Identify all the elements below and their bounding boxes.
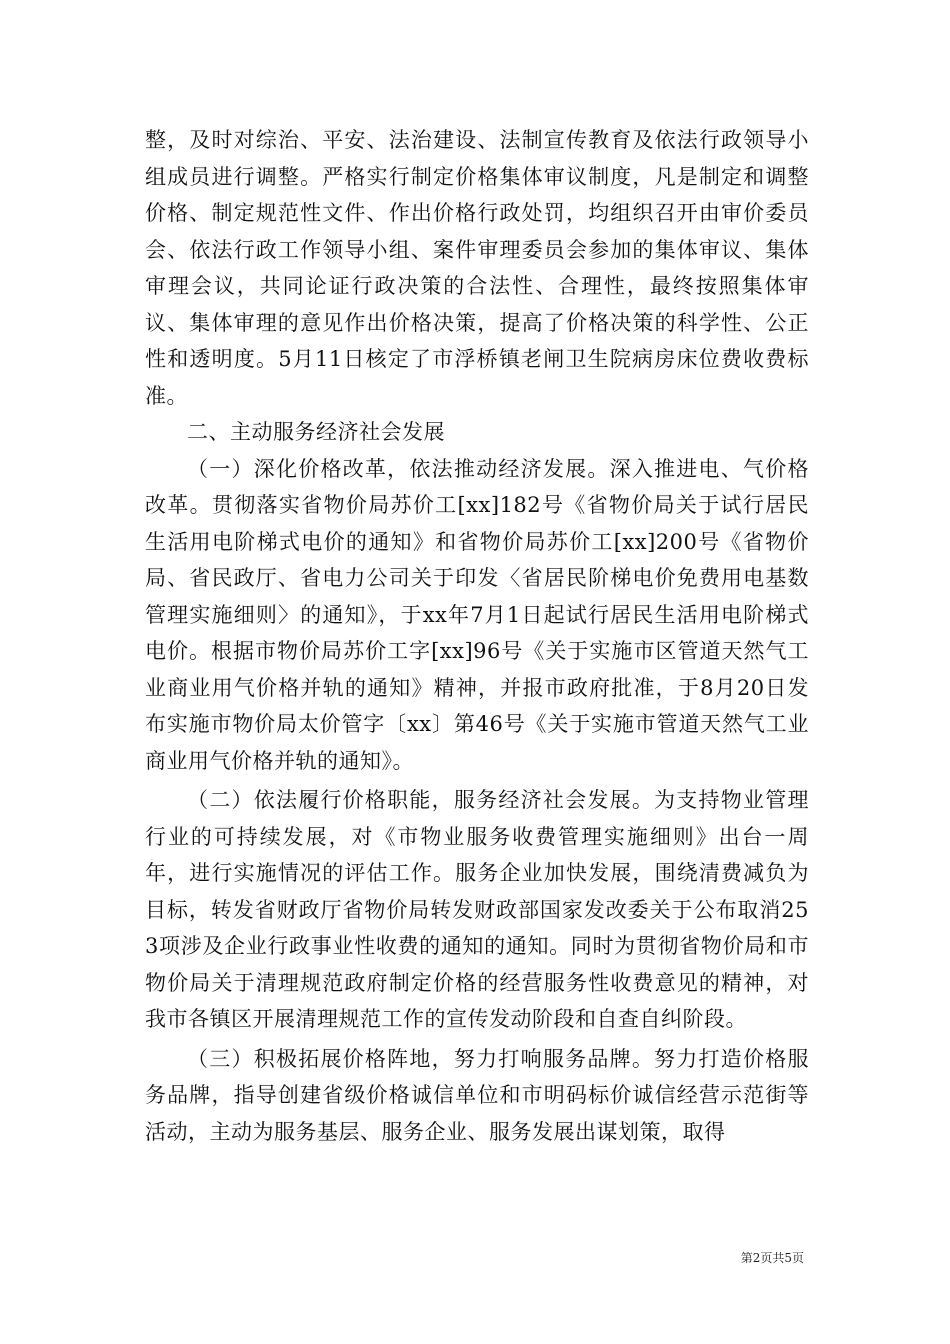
paragraph-2: （一）深化价格改革，依法推动经济发展。深入推进电、气价格改革。贯彻落实省物价局苏价工[xx]182号《省物价局关于试行居民生活用电阶梯式电价的通知》和省物价局苏价工[xx]200号《省物价局、省民政厅、省电力公司关于印发〈省居民阶梯电价免费用电基数管理实施细则〉的通知》，于xx年7月1日起试行居民生活用电阶梯式电价。根据市物价局苏价工字[xx]96号《关于实施市区管道天然气工业商业用气价格并轨的通知》精神，并报市政府批准，于8月20日发布实施市物价局太价管字〔xx〕第46号《关于实施市管道天然气工业商业用气价格并轨的通知》。: [145, 456, 809, 773]
paragraph-4: （三）积极拓展价格阵地，努力打响服务品牌。努力打造价格服务品牌，指导创建省级价格诚信单位和市明码标价诚信经营示范街等活动，主动为服务基层、服务企业、服务发展出谋划策，取得: [145, 1046, 809, 1144]
page-number: 第2页共5页: [740, 1251, 804, 1265]
document-body: [145, 122, 809, 1150]
section-heading: 二、主动服务经济社会发展: [187, 420, 445, 444]
paragraph-3: （二）依法履行价格职能，服务经济社会发展。为支持物业管理行业的可持续发展，对《市物业服务收费管理实施细则》出台一周年，进行实施情况的评估工作。服务企业加快发展，围绕清费减负为目标，转发省财政厅省物价局转发财政部国家发改委关于公布取消253项涉及企业行政事业性收费的通知的通知。同时为贯彻省物价局和市物价局关于清理规范政府制定价格的经营服务性收费意见的精神，对我市各镇区开展清理规范工作的宣传发动阶段和自查自纠阶段。: [145, 788, 809, 1031]
paragraph-1: 整，及时对综治、平安、法治建设、法制宣传教育及依法行政领导小组成员进行调整。严格实行制定价格集体审议制度，凡是制定和调整价格、制定规范性文件、作出价格行政处罚，均组织召开由审价委员会、依法行政工作领导小组、案件审理委员会参加的集体审议、集体审理会议，共同论证行政决策的合法性、合理性，最终按照集体审议、集体审理的意见作出价格决策，提高了价格决策的科学性、公正性和透明度。5月11日核定了市浮桥镇老闸卫生院病房床位费收费标准。: [145, 128, 809, 408]
